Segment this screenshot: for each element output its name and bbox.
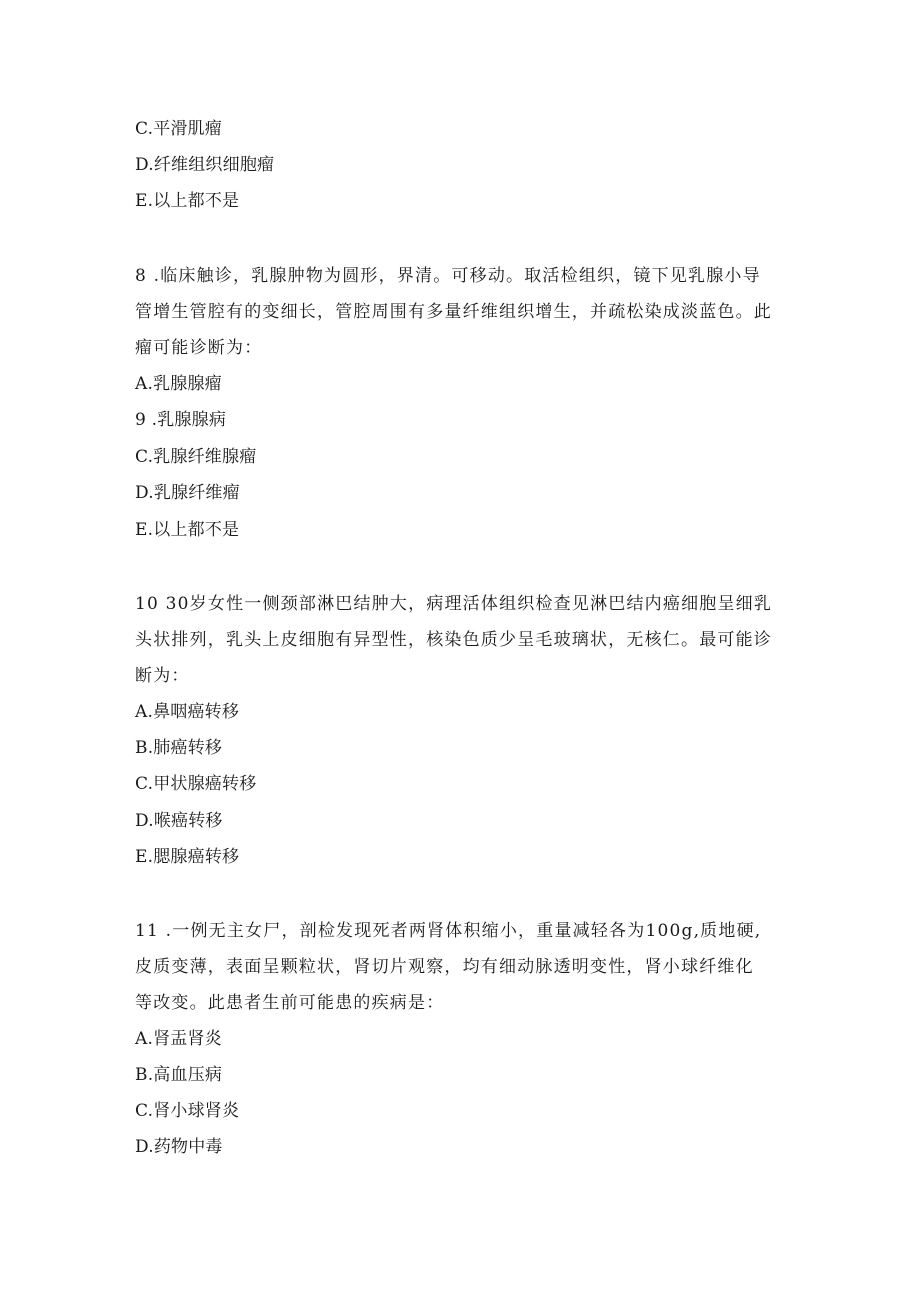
option-c-q11: C.肾小球肾炎 — [135, 1101, 240, 1121]
question-8-stem-line-3: 瘤可能诊断为： — [135, 338, 263, 358]
option-c-q8: C.乳腺纤维腺瘤 — [135, 447, 257, 467]
question-8-stem-line-1: 8 .临床触诊，乳腺肿物为圆形，界清。可移动。取活检组织，镜下见乳腺小导 — [135, 266, 761, 286]
option-a-q8: A.乳腺腺瘤 — [135, 374, 222, 394]
question-11-stem-line-2: 皮质变薄，表面呈颗粒状，肾切片观察，均有细动脉透明变性，肾小球纤维化 — [135, 957, 754, 977]
question-11-stem-line-3: 等改变。此患者生前可能患的疾病是： — [135, 993, 445, 1013]
option-e-q7: E.以上都不是 — [135, 191, 240, 211]
option-c-q10: C.甲状腺癌转移 — [135, 774, 257, 794]
option-a-q10: A.鼻咽癌转移 — [135, 702, 240, 722]
option-e-q8: E.以上都不是 — [135, 520, 240, 540]
option-d-q7: D.纤维组织细胞瘤 — [135, 155, 275, 175]
question-10-stem-line-1: 10 30岁女性一侧颈部淋巴结肿大，病理活体组织检查见淋巴结内癌细胞呈细乳 — [135, 594, 773, 614]
question-11-stem-line-1: 11 .一例无主女尸，剖检发现死者两肾体积缩小，重量减轻各为100g,质地硬, — [135, 921, 762, 941]
option-b-q10: B.肺癌转移 — [135, 738, 223, 758]
option-e-q10: E.腮腺癌转移 — [135, 847, 240, 867]
option-d-q10: D.喉癌转移 — [135, 811, 223, 831]
option-c-q7: C.平滑肌瘤 — [135, 119, 223, 139]
question-10-stem-line-2: 头状排列，乳头上皮细胞有异型性，核染色质少呈毛玻璃状，无核仁。最可能诊 — [135, 630, 772, 650]
option-a-q11: A.肾盂肾炎 — [135, 1029, 222, 1049]
option-b-q8: 9 .乳腺腺病 — [135, 410, 227, 430]
option-d-q11: D.药物中毒 — [135, 1137, 223, 1157]
option-d-q8: D.乳腺纤维瘤 — [135, 483, 240, 503]
option-b-q11: B.高血压病 — [135, 1065, 223, 1085]
question-8-stem-line-2: 管增生管腔有的变细长，管腔周围有多量纤维组织增生，并疏松染成淡蓝色。此 — [135, 302, 772, 322]
question-10-stem-line-3: 断为： — [135, 666, 190, 686]
